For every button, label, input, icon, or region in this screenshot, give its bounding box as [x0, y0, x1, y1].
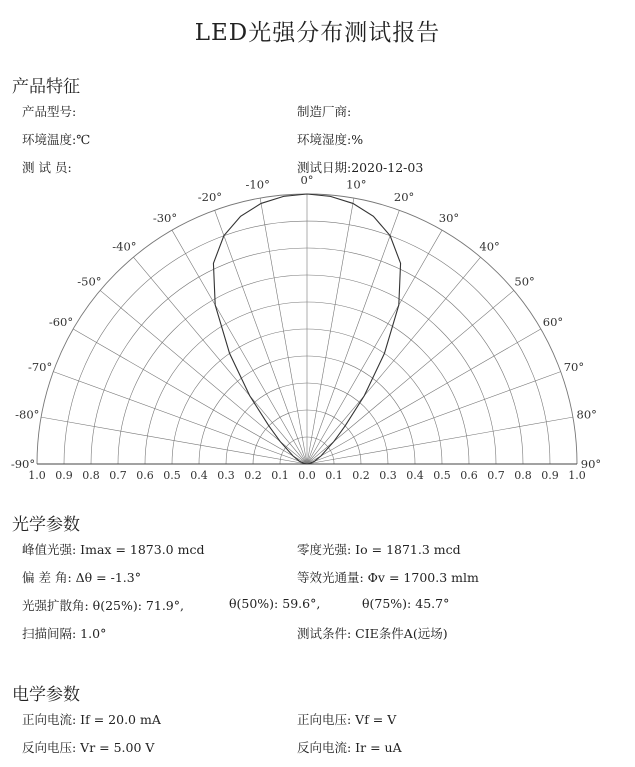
- radial-label: 0.3: [379, 469, 397, 482]
- radial-label: 0.7: [109, 469, 127, 482]
- radial-label: 0.4: [190, 469, 208, 482]
- grid-spoke: [133, 257, 307, 464]
- zero-intensity: 零度光强: Io = 1871.3 mcd: [297, 542, 461, 557]
- angle-label: -50°: [77, 274, 102, 289]
- grid-spoke: [172, 230, 307, 464]
- polar-distribution-chart: [0, 172, 635, 490]
- radial-label: 0.4: [406, 469, 424, 482]
- radial-label: 1.0: [28, 469, 46, 482]
- angle-label: 50°: [514, 274, 535, 289]
- test-date: 测试日期:2020-12-03: [297, 160, 424, 175]
- product-model-label: 产品型号:: [22, 104, 77, 119]
- forward-voltage: 正向电压: Vf = V: [297, 712, 397, 727]
- angle-label: 90°: [580, 457, 602, 471]
- radial-label: 0.7: [487, 469, 505, 482]
- angle-label: -80°: [15, 407, 40, 422]
- reverse-voltage: 反向电压: Vr = 5.00 V: [22, 740, 155, 755]
- deviation-angle: 偏 差 角: Δθ = -1.3°: [22, 570, 141, 585]
- radial-label: 1.0: [568, 469, 586, 482]
- grid-spoke: [307, 329, 541, 464]
- angle-label: 80°: [576, 407, 597, 422]
- spread-angle-25: 光强扩散角: θ(25%): 71.9°,: [22, 598, 184, 613]
- report-title: LED光强分布测试报告: [194, 20, 441, 46]
- grid-spoke: [100, 290, 307, 464]
- radial-label: 0.8: [514, 469, 532, 482]
- product-section-heading: 产品特征: [12, 77, 80, 97]
- optical-section-heading: 光学参数: [12, 515, 80, 535]
- grid-spoke: [73, 329, 307, 464]
- radial-label: 0.9: [55, 469, 73, 482]
- radial-label: 0.5: [433, 469, 451, 482]
- manufacturer-label: 制造厂商:: [297, 104, 352, 119]
- radial-label: 0.5: [163, 469, 181, 482]
- luminous-flux: 等效光通量: Φv = 1700.3 mlm: [297, 570, 479, 585]
- radial-label: 0.6: [136, 469, 154, 482]
- angle-label: 40°: [479, 239, 500, 254]
- test-condition: 测试条件: CIE条件A(远场): [297, 626, 448, 641]
- angle-label: -60°: [48, 315, 74, 329]
- spread-angle-50: θ(50%): 59.6°,: [229, 596, 321, 611]
- angle-label: 0°: [300, 173, 314, 187]
- radial-label: 0.1: [271, 469, 289, 482]
- forward-current: 正向电流: If = 20.0 mA: [22, 712, 161, 727]
- radial-labels: [28, 469, 586, 482]
- spread-angle-75: θ(75%): 45.7°: [362, 596, 450, 611]
- angle-label: -20°: [197, 190, 223, 205]
- env-temp-label: 环境温度:℃: [22, 132, 91, 147]
- angle-label: -30°: [152, 211, 178, 225]
- peak-intensity: 峰值光强: Imax = 1873.0 mcd: [22, 542, 205, 557]
- radial-label: 0.8: [82, 469, 100, 482]
- radial-label: 0.2: [244, 469, 262, 482]
- reverse-current: 反向电流: Ir = uA: [297, 740, 402, 755]
- angle-labels: [11, 173, 601, 471]
- angle-label: -90°: [10, 457, 36, 471]
- scan-interval: 扫描间隔: 1.0°: [22, 626, 107, 641]
- electrical-section-heading: 电学参数: [12, 685, 80, 705]
- angle-label: 10°: [346, 177, 367, 192]
- angle-label: -70°: [27, 359, 53, 374]
- angle-label: 60°: [542, 315, 564, 329]
- angle-label: 70°: [563, 359, 585, 374]
- radial-label: 0.1: [325, 469, 343, 482]
- angle-label: -10°: [245, 177, 270, 192]
- env-humidity-label: 环境湿度:%: [297, 132, 364, 147]
- radial-label: 0.3: [217, 469, 235, 482]
- angle-label: 30°: [438, 211, 460, 225]
- angle-label: 20°: [393, 190, 415, 205]
- grid-spoke: [307, 230, 442, 464]
- tester-label: 测 试 员:: [22, 160, 72, 175]
- radial-label: 0.9: [541, 469, 559, 482]
- angle-label: -40°: [112, 239, 137, 254]
- grid-spoke: [307, 257, 481, 464]
- radial-label: 0.0: [298, 469, 316, 482]
- radial-label: 0.6: [460, 469, 478, 482]
- grid-spoke: [307, 290, 514, 464]
- radial-label: 0.2: [352, 469, 370, 482]
- polar-grid: [37, 194, 577, 464]
